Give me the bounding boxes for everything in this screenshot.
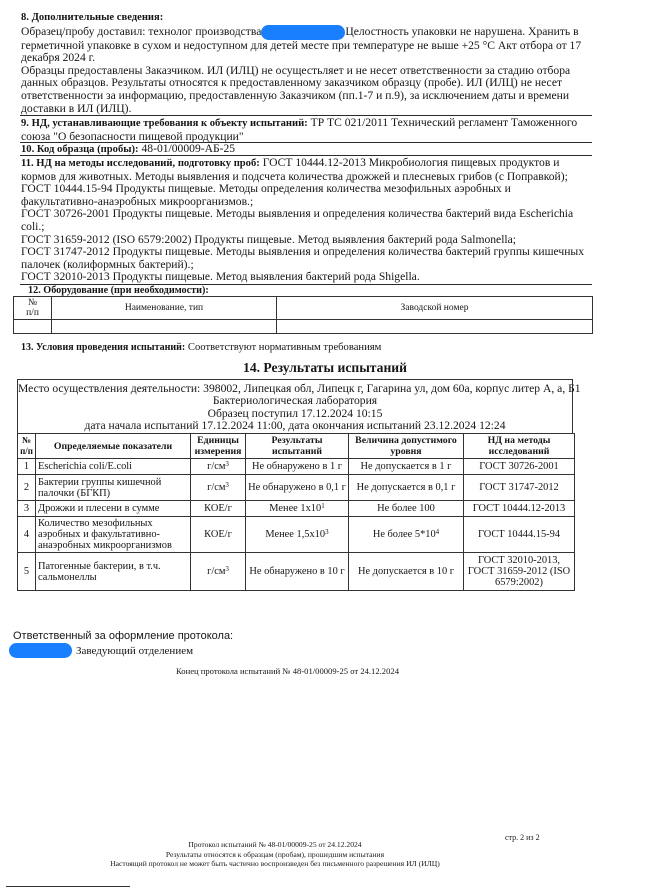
lab-name: Бактериологическая лаборатория	[212, 394, 378, 408]
section-8-line-5: данных образцов. Результаты относятся к предоставленному заказчиком образцу (пробе). ИЛ (ИЛЦ) не несет	[21, 76, 563, 90]
equipment-cell	[14, 320, 52, 334]
col-units: Единицы измерения	[191, 434, 246, 459]
responsible-line	[9, 641, 193, 659]
responsible-position: Заведующий отделением	[76, 645, 194, 657]
method-line: coli.;	[21, 219, 45, 233]
col-result: Результаты испытаний	[246, 434, 349, 459]
section-8-line-4: Образцы предоставлены Заказчиком. ИЛ (ИЛЦ) не осущестьляет и не несет ответственности за стадию отбора	[21, 63, 571, 77]
end-of-protocol: Конец протокола испытаний № 48-01/00009-25 от 24.12.2024	[176, 666, 399, 676]
section-9-heading: 9. НД, устанавливающие требования к объекту испытаний:	[21, 118, 308, 129]
section-12-heading: 12. Оборудование (при необходимости):	[28, 285, 209, 296]
section-11-heading: 11. НД на методы исследований, подготовку проб:	[21, 158, 260, 169]
redaction-blob	[9, 643, 72, 658]
table-row: 2 Бактерии группы кишечной палочки (БГКП) $г/см^3$ Не обнаружено в 0,1 г Не допускается в 0,1 г ГОСТ 31747-2012	[18, 475, 575, 501]
section-8-heading: 8. Дополнительные сведения:	[21, 12, 164, 23]
equipment-table	[13, 296, 593, 334]
section-8-line-7: доставки в ИЛ (ИЛЦ).	[21, 101, 132, 115]
section-8-line-2: герметичной упаковке в сухом и недоступном для детей месте при температуре не выше +25 °С Акт отбора от 17	[21, 38, 582, 52]
col-limit: Величина допустимого уровня	[349, 434, 464, 459]
section-8-line-6: ответственности за информацию, предоставленную Заказчиком (пп.1-7 и п.9), за исключением даты и времени	[21, 88, 570, 102]
method-line: ГОСТ 31659-2012 (ISO 6579:2002) Продукты пищевые. Метод выявления бактерий рода Salmonella;	[21, 232, 517, 246]
footer-results-note: Результаты относятся к образцам (пробам), прошедшим испытания	[165, 849, 385, 859]
section-10-heading: 10. Код образца (пробы):	[21, 144, 139, 155]
place-of-activity: Место осуществления деятельности: 398002, Липецкая обл, Липецк г, Гагарина ул, дом 60а, корпус литер А, а, Б1	[18, 382, 581, 395]
section-test-conditions	[21, 342, 381, 353]
equipment-cell	[52, 320, 277, 334]
responsible-label: Ответственный за оформление протокола:	[13, 630, 234, 642]
col-method: НД на методы исследований	[464, 434, 575, 459]
method-line: факультативно-анаэробных микроорганизмов.;	[21, 194, 254, 208]
results-table	[17, 433, 575, 591]
method-line: кормов для животных. Методы выявления и подсчета количества дрожжей и плесневых грибов (с Поправкой);	[21, 169, 568, 183]
section-9-value-line-2: союза "О безопасности пищевой продукции"	[21, 129, 244, 143]
equipment-cell	[277, 320, 593, 334]
equipment-col-serial: Заводской номер	[277, 297, 593, 320]
sample-code: 48-01/00009-АБ-25	[141, 142, 236, 155]
footer-reproduction-note: Настоящий протокол не может быть частично воспроизведен без письменного разрешения ИЛ (ИЛЦ)	[110, 859, 440, 869]
page-number: стр. 2 из 2	[505, 833, 540, 842]
equipment-col-name: Наименование, тип	[52, 297, 277, 320]
redaction-blob	[261, 25, 345, 40]
footer-rule	[6, 886, 130, 887]
sample-received: Образец поступил 17.12.2024 10:15	[207, 406, 383, 420]
results-place-block	[17, 379, 581, 433]
table-row: 5 Патогенные бактерии, в т.ч. сальмонеллы $г/см^3$ Не обнаружено в 10 г Не допускается в 10 г ГОСТ 32010-2013, ГОСТ 31659-2012 (ISO 6579:2002)	[18, 553, 575, 591]
section-8-line-3: декабря 2024 г.	[21, 51, 96, 65]
results-title: 14. Результаты испытаний	[243, 360, 407, 375]
table-row: 4 Количество мезофильных аэробных и факультативно-анаэробных микроорганизмов КОЕ/г Менее $1,5x10^3$ Не более $5*10^4$ ГОСТ 10444.15-94	[18, 517, 575, 553]
section-additional-info	[21, 12, 592, 115]
footer-protocol: Протокол испытаний № 48-01/00009-25 от 24.12.2024	[188, 840, 362, 849]
method-line: палочек (колиформных бактерий).;	[21, 257, 194, 271]
table-row: 3 Дрожжи и плесени в сумме КОЕ/г Менее $1x10^1$ Не более 100 ГОСТ 10444.12-2013	[18, 501, 575, 517]
equipment-col-num: № п/п	[14, 297, 52, 320]
col-num: № п/п	[18, 434, 36, 459]
test-dates: дата начала испытаний 17.12.2024 11:00, дата окончания испытаний 23.12.2024 12:24	[84, 419, 506, 433]
table-row: 1 Escherichia coli/E.coli $г/см^3$ Не обнаружено в 1 г Не допускается в 1 г ГОСТ 30726-2001	[18, 459, 575, 475]
col-indicator: Определяемые показатели	[36, 434, 191, 459]
method-line: ГОСТ 30726-2001 Продукты пищевые. Методы выявления и определения количества бактерий вида Escherichia	[21, 207, 574, 221]
test-conditions-value: Соответствуют нормативным требованиям	[187, 342, 382, 353]
method-line: ГОСТ 10444.15-94 Продукты пищевые. Методы определения количества мезофильных аэробных и	[21, 182, 511, 196]
section-requirements	[21, 117, 592, 143]
section-methods: 11. НД на методы исследований, подготовку проб: ГОСТ 10444.12-2013 Микробиология пищевых продуктов и кормов для животных. Методы выявления и подсчета количества дрожжей и плесневых грибов (с Поправкой); ГОСТ 10444.15-94 Продукты пищевые. Методы определения количества мезофильных аэробных и факультативно-анаэробных микроорганизмов.; ГОСТ 30726-2001 Продукты пищевые. Методы выявления и определения количества бактерий вида Escherichia coli.; ГОСТ 31659-2012 (ISO 6579:2002) Продукты пищевые. Метод выявления бактерий рода Salmonella; ГОСТ 31747-2012 Продукты пищевые. Методы выявления и определения количества бактерий группы кишечных палочек (колиформных бактерий).; ГОСТ 32010-2013 Продукты пищевые. Метод выявления бактерий рода Shigella.	[21, 157, 592, 284]
section-8-line-1: Образец/пробу доставил: технолог производства Целостность упаковки не нарушена. Хранить в	[21, 24, 579, 38]
method-line: ГОСТ 32010-2013 Продукты пищевые. Метод выявления бактерий рода Shigella.	[21, 270, 420, 284]
section-13-heading: 13. Условия проведения испытаний:	[21, 342, 186, 353]
footer	[80, 840, 470, 869]
section-9-value: ТР ТС 021/2011 Технический регламент Таможенного	[310, 116, 578, 129]
method-line: ГОСТ 31747-2012 Продукты пищевые. Методы выявления и определения количества бактерий группы кишечных	[21, 245, 584, 259]
